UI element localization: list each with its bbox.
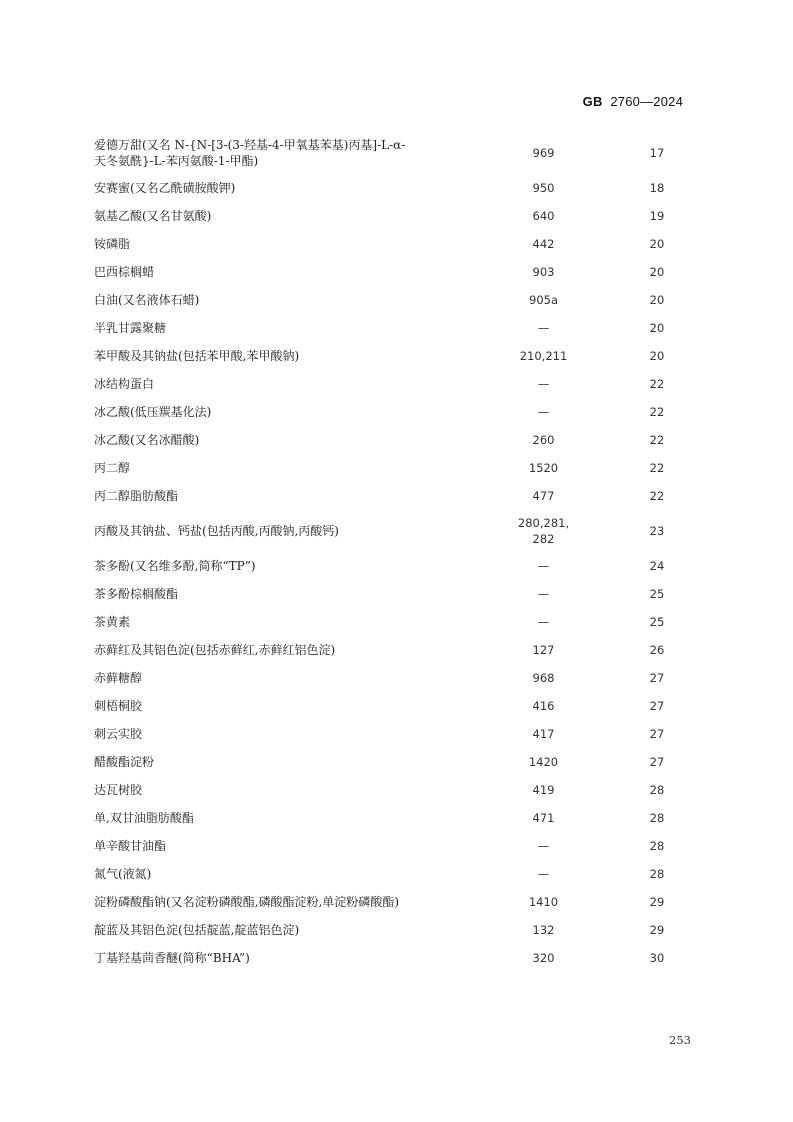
page-reference: 25 (649, 587, 665, 601)
ins-number (466, 670, 621, 686)
ins-number (466, 950, 621, 966)
ins-number-line: — (537, 321, 550, 335)
additive-name-line: 氮气(液氮) (94, 867, 152, 881)
ins-number-line: 127 (532, 643, 555, 657)
page-reference: 18 (649, 181, 665, 195)
index-row (94, 258, 693, 286)
index-row (94, 132, 693, 174)
additive-name-line: 丙酸及其钠盐、钙盐(包括丙酸,丙酸钠,丙酸钙) (94, 524, 339, 538)
ins-number-line: 905a (529, 293, 558, 307)
additive-name (94, 137, 466, 169)
ins-number-line: 640 (532, 209, 555, 223)
index-row (94, 720, 693, 748)
ins-number (466, 292, 621, 308)
index-row (94, 454, 693, 482)
ins-number (466, 376, 621, 392)
additive-name (94, 523, 466, 539)
additive-name-line: 冰结构蛋白 (94, 377, 155, 391)
page-reference: 20 (649, 237, 665, 251)
index-row (94, 832, 693, 860)
page-reference: 20 (649, 349, 665, 363)
page-reference: 28 (649, 867, 665, 881)
additive-name (94, 488, 466, 504)
ins-number-line: 1420 (528, 755, 559, 769)
standard-number: 2760—2024 (610, 94, 683, 109)
page-reference: 29 (649, 895, 665, 909)
additive-name (94, 586, 466, 602)
ins-number-line: 210,211 (519, 349, 568, 363)
additive-name (94, 404, 466, 420)
ins-number (466, 236, 621, 252)
page-reference: 28 (649, 839, 665, 853)
index-row (94, 748, 693, 776)
additive-name (94, 320, 466, 336)
index-row (94, 692, 693, 720)
additive-name-line: 醋酸酯淀粉 (94, 755, 155, 769)
additive-name (94, 614, 466, 630)
additive-name (94, 264, 466, 280)
ins-number (466, 642, 621, 658)
ins-number (466, 180, 621, 196)
page-reference: 19 (649, 209, 665, 223)
index-row (94, 370, 693, 398)
ins-number-line: 320 (532, 951, 555, 965)
additive-name (94, 180, 466, 196)
additive-name-line: 茶多酚(又名维多酚,简称“TP”) (94, 559, 256, 573)
additive-name-line: 安赛蜜(又名乙酰磺胺酸钾) (94, 181, 236, 195)
index-row (94, 608, 693, 636)
page-reference: 22 (649, 405, 665, 419)
ins-number (466, 782, 621, 798)
page-reference: 17 (649, 146, 665, 160)
page-reference: 29 (649, 923, 665, 937)
ins-number (466, 515, 621, 547)
additive-name-line: 铵磷脂 (94, 237, 131, 251)
ins-number-line: 1410 (528, 895, 559, 909)
ins-number-line: 260 (532, 433, 555, 447)
ins-number (466, 432, 621, 448)
ins-number (466, 894, 621, 910)
ins-number (466, 404, 621, 420)
ins-number (466, 922, 621, 938)
additive-name-line: 白油(又名液体石蜡) (94, 293, 200, 307)
additive-name (94, 236, 466, 252)
additive-name (94, 866, 466, 882)
additive-name (94, 754, 466, 770)
page-reference: 22 (649, 489, 665, 503)
ins-number (466, 488, 621, 504)
ins-number-line: 132 (532, 923, 555, 937)
page-reference: 27 (649, 671, 665, 685)
additive-name (94, 642, 466, 658)
ins-number (466, 614, 621, 630)
additive-index-table (94, 132, 693, 972)
additive-name-line: 冰乙酸(低压羰基化法) (94, 405, 212, 419)
ins-number (466, 145, 621, 161)
ins-number-line: 419 (532, 783, 555, 797)
page-reference: 22 (649, 377, 665, 391)
index-row (94, 314, 693, 342)
index-row (94, 888, 693, 916)
index-row (94, 202, 693, 230)
page-reference: 30 (649, 951, 665, 965)
ins-number (466, 208, 621, 224)
page-reference: 23 (649, 524, 665, 538)
ins-number-line: 442 (532, 237, 555, 251)
ins-number (466, 348, 621, 364)
additive-name (94, 838, 466, 854)
ins-number (466, 698, 621, 714)
page-reference: 25 (649, 615, 665, 629)
ins-number (466, 558, 621, 574)
ins-number-line: — (537, 867, 550, 881)
page-reference: 27 (649, 699, 665, 713)
ins-number-line: 1520 (528, 461, 559, 475)
index-row (94, 510, 693, 552)
additive-name (94, 460, 466, 476)
ins-number-line: 471 (532, 811, 555, 825)
ins-number (466, 726, 621, 742)
additive-name-line: 冰乙酸(又名冰醋酸) (94, 433, 200, 447)
ins-number (466, 838, 621, 854)
standard-header (583, 94, 683, 109)
page-reference: 22 (649, 433, 665, 447)
page-reference: 28 (649, 811, 665, 825)
ins-number-line: 280,281, (517, 516, 570, 530)
page-number: 253 (669, 1033, 691, 1047)
index-row (94, 426, 693, 454)
ins-number (466, 754, 621, 770)
page-reference: 28 (649, 783, 665, 797)
index-row (94, 664, 693, 692)
ins-number-line: 968 (532, 671, 555, 685)
index-row (94, 230, 693, 258)
ins-number-line: — (537, 615, 550, 629)
ins-number (466, 460, 621, 476)
page-reference: 27 (649, 755, 665, 769)
ins-number-line: 416 (532, 699, 555, 713)
index-row (94, 286, 693, 314)
ins-number-line: — (537, 587, 550, 601)
additive-name (94, 376, 466, 392)
page-reference: 20 (649, 293, 665, 307)
additive-name-line: 赤藓红及其铝色淀(包括赤藓红,赤藓红铝色淀) (94, 643, 336, 657)
additive-name (94, 782, 466, 798)
additive-name-line: 半乳甘露聚糖 (94, 321, 167, 335)
additive-name-line: 刺梧桐胶 (94, 699, 143, 713)
ins-number-line: 477 (532, 489, 555, 503)
page-reference: 24 (649, 559, 665, 573)
ins-number (466, 586, 621, 602)
additive-name-line: 茶黄素 (94, 615, 131, 629)
index-row (94, 636, 693, 664)
additive-name-line: 茶多酚棕榈酸酯 (94, 587, 179, 601)
additive-name (94, 922, 466, 938)
ins-number-line: — (537, 559, 550, 573)
additive-name-line: 丙二醇脂肪酸酯 (94, 489, 179, 503)
additive-name (94, 726, 466, 742)
page-reference: 20 (649, 321, 665, 335)
page-reference: 22 (649, 461, 665, 475)
ins-number-line: 950 (532, 181, 555, 195)
additive-name (94, 348, 466, 364)
page-reference: 26 (649, 643, 665, 657)
additive-name (94, 558, 466, 574)
index-row (94, 776, 693, 804)
ins-number (466, 320, 621, 336)
ins-number-line: 282 (532, 532, 555, 546)
additive-name-line: 爱德万甜(又名 N-{N-[3-(3-羟基-4-甲氧基苯基)丙基]-L-α- (94, 138, 406, 152)
additive-name-line: 苯甲酸及其钠盐(包括苯甲酸,苯甲酸钠) (94, 349, 300, 363)
ins-number (466, 866, 621, 882)
additive-name (94, 432, 466, 448)
index-row (94, 552, 693, 580)
ins-number (466, 264, 621, 280)
additive-name-line: 刺云实胶 (94, 727, 143, 741)
additive-name-line: 氨基乙酸(又名甘氨酸) (94, 209, 212, 223)
index-row (94, 342, 693, 370)
ins-number-line: 417 (532, 727, 555, 741)
additive-name-line: 赤藓糖醇 (94, 671, 143, 685)
index-row (94, 398, 693, 426)
ins-number-line: — (537, 405, 550, 419)
additive-name-line: 靛蓝及其铝色淀(包括靛蓝,靛蓝铝色淀) (94, 923, 300, 937)
additive-name-line: 天冬氨酰}-L-苯丙氨酸-1-甲酯) (94, 154, 259, 168)
index-row (94, 174, 693, 202)
additive-name (94, 894, 466, 910)
page-reference: 27 (649, 727, 665, 741)
index-row (94, 944, 693, 972)
additive-name-line: 巴西棕榈蜡 (94, 265, 155, 279)
additive-name (94, 292, 466, 308)
additive-name-line: 单,双甘油脂肪酸酯 (94, 811, 194, 825)
ins-number-line: 903 (532, 265, 555, 279)
ins-number-line: 969 (532, 146, 555, 160)
additive-name (94, 698, 466, 714)
additive-name (94, 950, 466, 966)
standard-code: GB (582, 94, 603, 109)
index-row (94, 804, 693, 832)
additive-name-line: 单辛酸甘油酯 (94, 839, 167, 853)
index-row (94, 580, 693, 608)
additive-name (94, 208, 466, 224)
additive-name-line: 淀粉磷酸酯钠(又名淀粉磷酸酯,磷酸酯淀粉,单淀粉磷酸酯) (94, 895, 399, 909)
additive-name-line: 丙二醇 (94, 461, 131, 475)
index-row (94, 482, 693, 510)
ins-number-line: — (537, 377, 550, 391)
additive-name (94, 810, 466, 826)
additive-name-line: 达瓦树胶 (94, 783, 143, 797)
index-row (94, 860, 693, 888)
additive-name (94, 670, 466, 686)
additive-name-line: 丁基羟基茴香醚(简称“BHA”) (94, 951, 250, 965)
page-reference: 20 (649, 265, 665, 279)
ins-number (466, 810, 621, 826)
index-row (94, 916, 693, 944)
ins-number-line: — (537, 839, 550, 853)
